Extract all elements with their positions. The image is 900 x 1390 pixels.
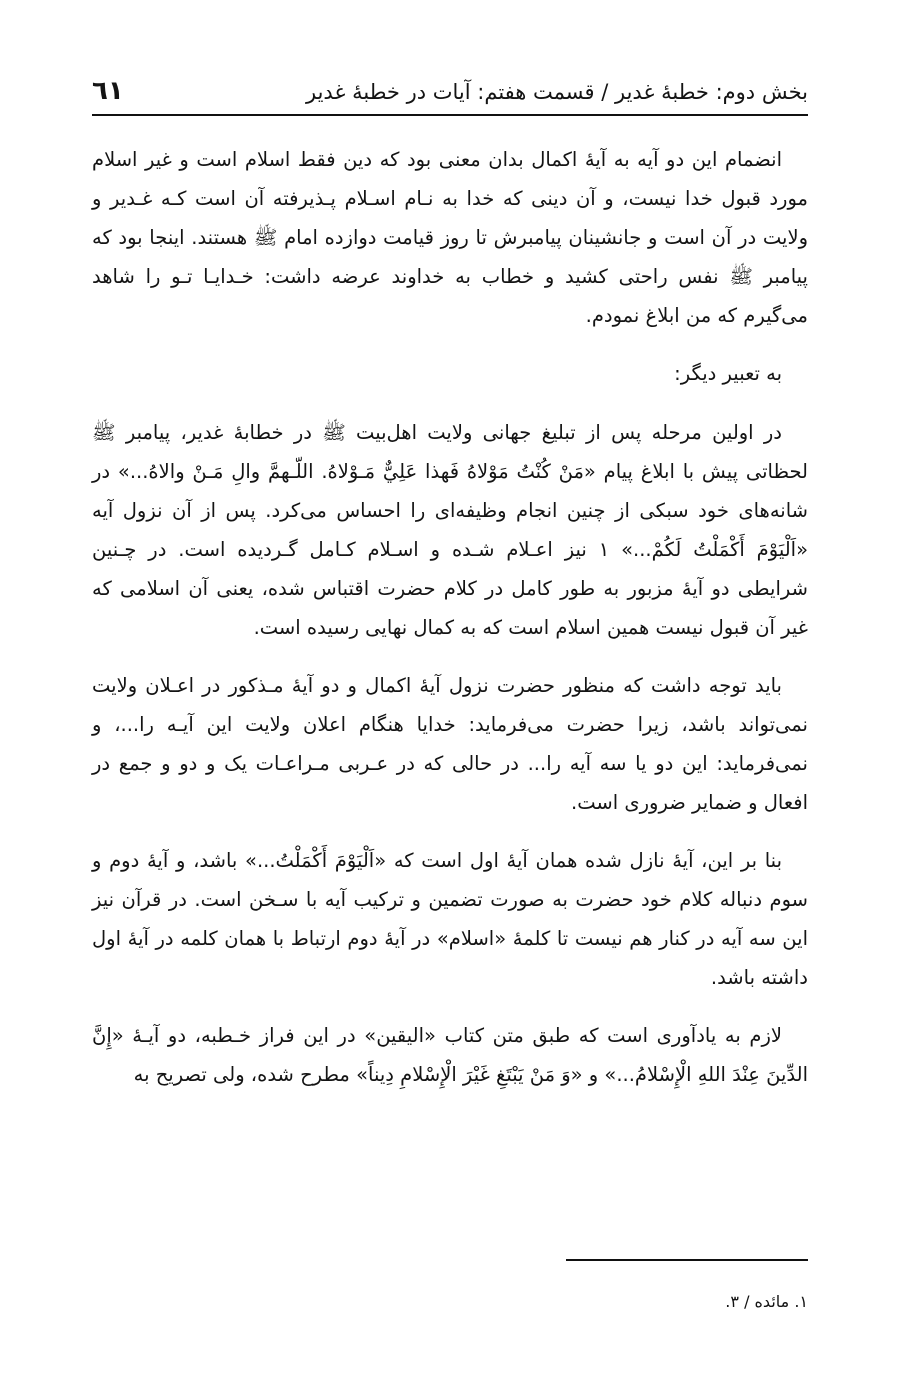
paragraph-5: بنا بر این، آیهٔ نازل شده همان آیهٔ اول است که «اَلْيَوْمَ أَكْمَلْتُ...» باشد، و آیهٔ دوم و سوم دنباله کلام خود حضرت به صورت تضمین و ترکیب آیه با سـخن است. در قرآن نیز این سه آیه در کنار هم نیست تا کلمهٔ «اسلام» در آیهٔ دوم ارتباط با همان کلمه در آیهٔ اول داشته باشد.: [92, 849, 808, 989]
paragraph-1: انضمام این دو آیه به آیهٔ اکمال بدان معنی بود که دین فقط اسلام است و غیر اسلام مورد قبول خدا نیست، و آن دینی که خدا به نـام اسـلام پـذیرفته آن است کـه غـدیر و ولایت در آن است و جانشینان پیامبرش تا روز قیامت دوازده امام ﷺ هستند. اینجا بود که پیامبر ﷺ نفس راحتی کشید و خطاب به خداوند عرضه داشت: خـدایـا تـو را شاهد می‌گیرم که من ابلاغ نمودم.: [92, 148, 808, 327]
footnote: ١. مائده / ٣.: [725, 1292, 808, 1311]
body-text: [92, 140, 808, 1113]
paragraph-3: در اولین مرحله پس از تبلیغ جهانی ولایت اهل‌بیت ﷺ در خطابهٔ غدیر، پیامبر ﷺ لحظاتی پیش با ابلاغ پیام «مَنْ کُنْتُ مَوْلاهُ فَهذا عَلِيٌّ مَـوْلاهُ. اللّـهمَّ والِ مَـنْ والاهُ...» در شانه‌های خود سبکی از چنین انجام وظیفه‌ای را احساس می‌کرد. پس از آن نزول آیه «اَلْيَوْمَ أَكْمَلْتُ لَكُمْ...» ١ نیز اعـلام شـده و اسـلام کـامل گـردیده است. در چـنین شرایطی دو آیهٔ مزبور به طور کامل در کلام حضرت اقتباس شده، یعنی آن اسلامی که غیر آن قبول نیست همین اسلام است که به کمال نهایی رسیده است.: [92, 421, 808, 639]
paragraph-2: به تعبیر دیگر:: [674, 362, 782, 385]
page-header: [92, 74, 808, 116]
page-number: ٦١: [92, 76, 124, 106]
footnote-divider: [566, 1259, 808, 1261]
paragraph-6: لازم به یادآوری است که طبق متن کتاب «الیقین» در این فراز خـطبه، دو آیـهٔ «إِنَّ الدِّینَ عِنْدَ اللهِ الْإِسْلامُ...» و «وَ مَنْ یَبْتَغِ غَیْرَ الْإِسْلامِ دِیناً» مطرح شده، ولی تصریح به: [92, 1024, 808, 1086]
running-title: بخش دوم: خطبهٔ غدیر / قسمت هفتم: آیات در خطبهٔ غدیر: [305, 80, 808, 104]
paragraph-4: باید توجه داشت که منظور حضرت نزول آیهٔ اکمال و دو آیهٔ مـذکور در اعـلان ولایت نمی‌تواند باشد، زیرا حضرت می‌فرماید: خدایا هنگام اعلان ولایت این آیـه را...، و نمی‌فرماید: این دو یا سه آیه را... در حالی که در عـربی مـراعـات یک و دو و جمع در افعال و ضمایر ضروری است.: [92, 674, 808, 814]
